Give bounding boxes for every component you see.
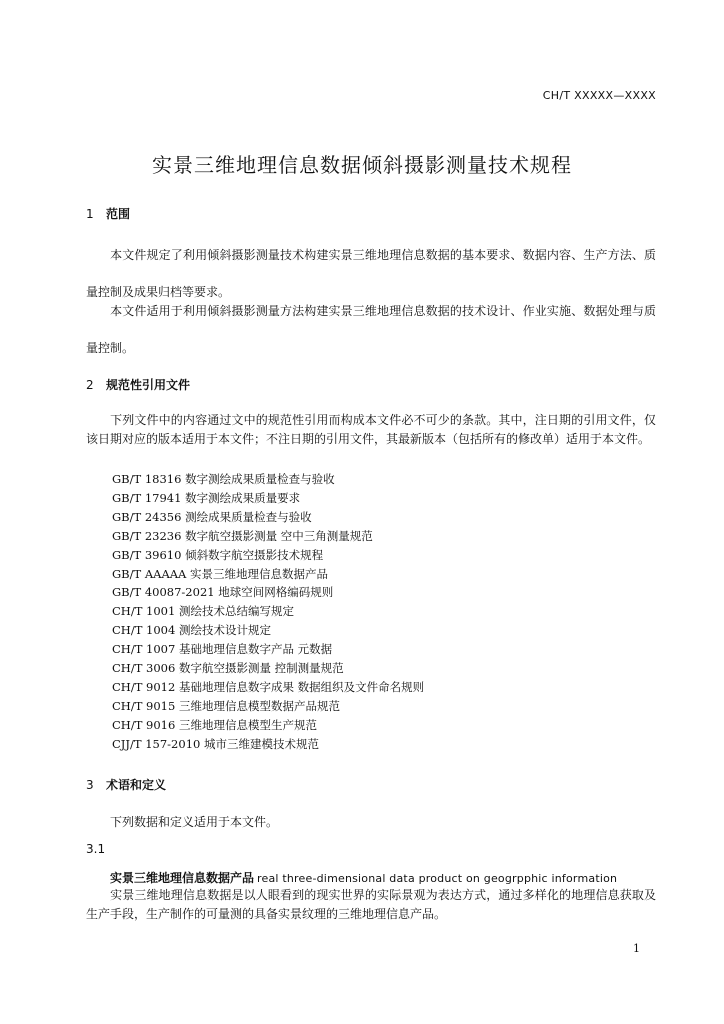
reference-item: CH/T 1001 测绘技术总结编写规定 <box>112 604 294 619</box>
section-heading-refs <box>86 376 190 393</box>
reference-item: GB/T 18316 数字测绘成果质量检查与验收 <box>112 472 335 486</box>
terms-intro-paragraph <box>86 813 656 832</box>
document-code: CH/T XXXXX—XXXX <box>542 89 656 102</box>
reference-item: CH/T 3006 数字航空摄影测量 控制测量规范 <box>112 661 344 676</box>
term-entry <box>110 869 617 886</box>
reference-item: CH/T 1007 基础地理信息数字产品 元数据 <box>112 642 333 657</box>
paragraph-text: 下列文件中的内容通过文中的规范性引用而构成本文件必不可少的条款。其中，注日期的引用文件，仅该日期对应的版本适用于本文件；不注日期的引用文件，其最新版本（包括所有的修改单）适用于本文件。 <box>86 413 656 446</box>
scope-paragraph-2 <box>86 293 656 367</box>
section-title: 范围 <box>106 207 131 221</box>
section-number: 1 <box>86 207 94 221</box>
paragraph-text: 本文件规定了利用倾斜摄影测量技术构建实景三维地理信息数据的基本要求、数据内容、生产方法、质量控制及成果归档等要求。 <box>86 248 656 299</box>
reference-item: CH/T 9016 三维地理信息模型生产规范 <box>112 717 317 732</box>
paragraph-text: 本文件适用于利用倾斜摄影测量方法构建实景三维地理信息数据的技术设计、作业实施、数据处理与质量控制。 <box>86 304 656 355</box>
section-title: 规范性引用文件 <box>106 378 191 392</box>
section-number: 2 <box>86 378 94 392</box>
paragraph-text: 实景三维地理信息数据是以人眼看到的现实世界的实际景观为表达方式，通过多样化的地理信息获取及生产手段，生产制作的可量测的具备实景纹理的三维地理信息产品。 <box>86 888 656 921</box>
term-chinese: 实景三维地理信息数据产品 <box>110 871 255 885</box>
refs-intro-paragraph <box>86 411 656 449</box>
reference-item: CH/T 9012 基础地理信息数字成果 数据组织及文件命名规则 <box>112 679 425 694</box>
reference-item: GB/T 39610 倾斜数字航空摄影技术规程 <box>112 547 324 562</box>
reference-item: GB/T 40087-2021 地球空间网格编码规则 <box>112 585 334 600</box>
reference-list <box>112 470 424 754</box>
reference-item: GB/T 24356 测绘成果质量检查与验收 <box>112 509 312 524</box>
section-title: 术语和定义 <box>106 778 167 792</box>
section-heading-scope <box>86 205 130 222</box>
reference-item: GB/T 17941 数字测绘成果质量要求 <box>112 490 301 505</box>
term-definition <box>86 886 656 924</box>
term-english: real three-dimensional data product on geogrpphic information <box>257 872 618 885</box>
reference-item: GB/T AAAAA 实景三维地理信息数据产品 <box>112 566 329 581</box>
section-number: 3 <box>86 778 94 792</box>
section-heading-terms <box>86 776 166 793</box>
reference-item: CH/T 1004 测绘技术设计规定 <box>112 623 271 638</box>
page-number: 1 <box>633 942 640 955</box>
reference-item: CJJ/T 157-2010 城市三维建模技术规范 <box>112 736 319 751</box>
reference-item: CH/T 9015 三维地理信息模型数据产品规范 <box>112 698 340 713</box>
paragraph-text: 下列数据和定义适用于本文件。 <box>110 815 279 829</box>
subsection-number: 3.1 <box>86 842 106 856</box>
reference-item: GB/T 23236 数字航空摄影测量 空中三角测量规范 <box>112 528 373 543</box>
document-title: 实景三维地理信息数据倾斜摄影测量技术规程 <box>152 153 572 177</box>
